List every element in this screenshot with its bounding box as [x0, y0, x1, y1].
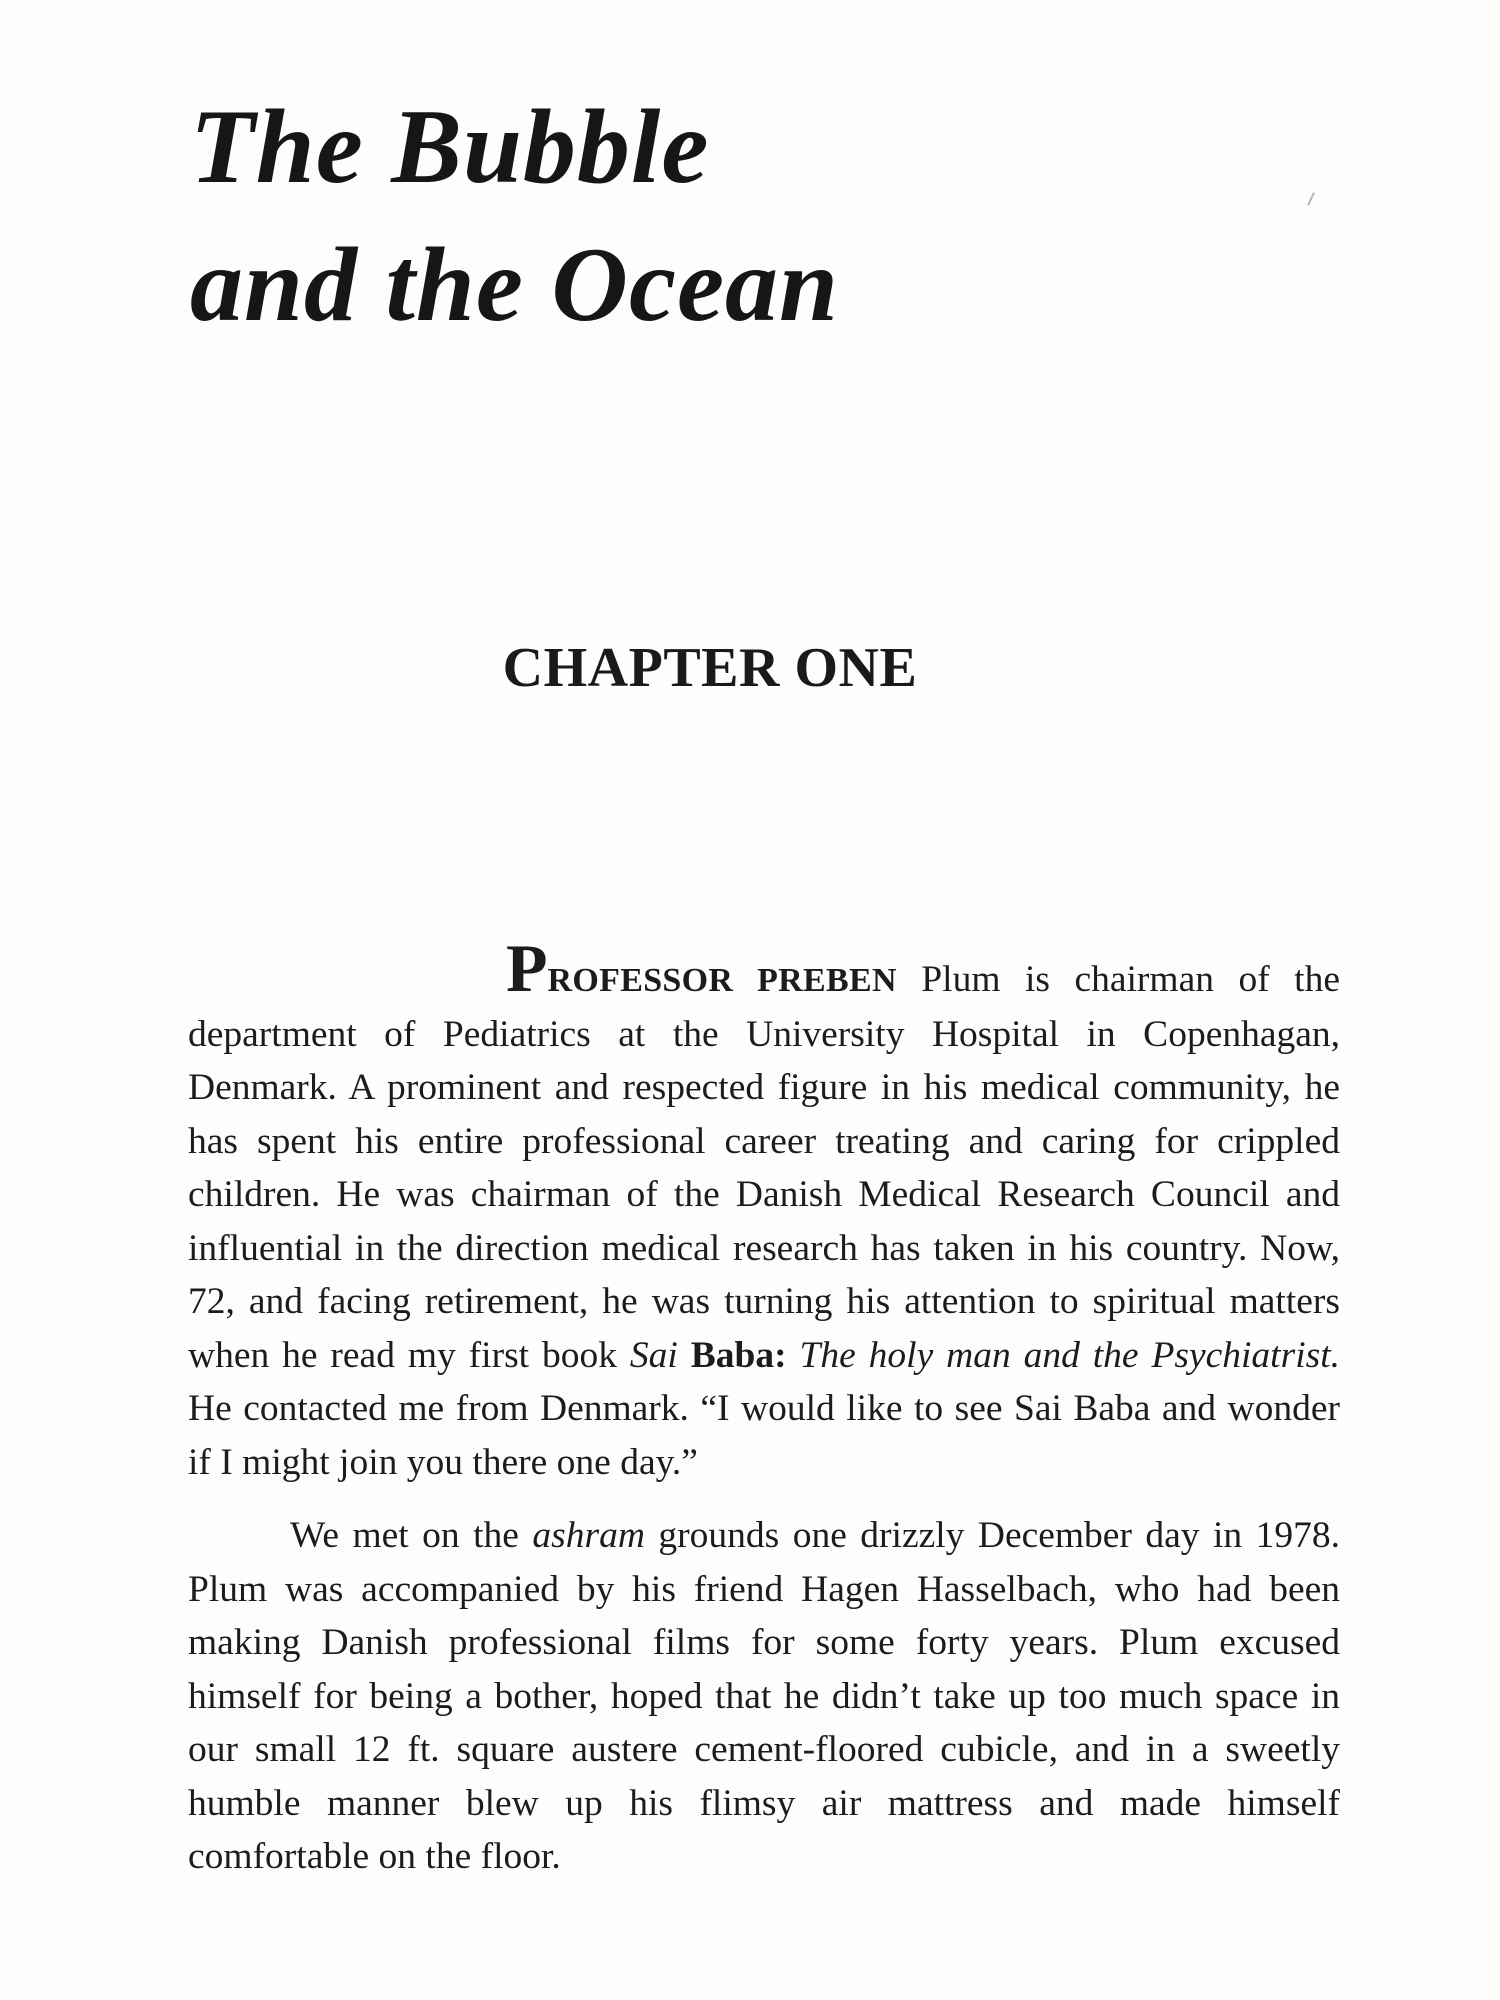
chapter-heading: CHAPTER ONE [502, 637, 918, 699]
book-title-subtitle: The holy man and the Psychiatrist. [799, 1334, 1341, 1376]
paragraph-1-text-b: He contacted me from Denmark. “I would like to see Sai Baba and wonder if I might join you there one day.” [188, 1388, 1340, 1483]
scan-speck-mark [1307, 192, 1315, 206]
paragraph-2-text-a: We met on the [290, 1515, 533, 1556]
book-title-baba: Baba: [690, 1334, 787, 1376]
paragraph-1-text-a: Plum is chairman of the department of Pediatrics at the University Hospital in Copenhagan, Denmark. A prominent and respected figure in his medical community, he has spent his entire professional career treating and caring for crippled children. He was chairman of the Danish Medical Research Council and influential in the direction medical research has taken in his country. Now, 72, and facing retirement, he was turning his attention to spiritual matters when he read my first book [188, 959, 1340, 1376]
chapter-body-text [188, 930, 1341, 1884]
lead-in-small-caps: ROFESSOR PREBEN [547, 962, 897, 999]
book-title-line-1: The Bubble [190, 88, 710, 205]
drop-cap: P [506, 930, 548, 1006]
paragraph-2-text-b: grounds one drizzly December day in 1978. Plum was accompanied by his friend Hagen Hasselbach, who had been making Danish professional films for some forty years. Plum excused himself for being a bother, hoped that he didn’t take up too much space in our small 12 ft. square austere cement-floored cubicle, and in a sweetly humble manner blew up his flimsy air mattress and made himself comfortable on the floor. [188, 1515, 1340, 1877]
paragraph-2 [188, 1509, 1340, 1884]
book-title-line-2: and the Ocean [190, 226, 839, 343]
book-title-sai: Sai [629, 1334, 678, 1376]
paragraph-1 [188, 930, 1341, 1489]
ashram-word: ashram [532, 1515, 645, 1556]
book-title [190, 78, 839, 354]
